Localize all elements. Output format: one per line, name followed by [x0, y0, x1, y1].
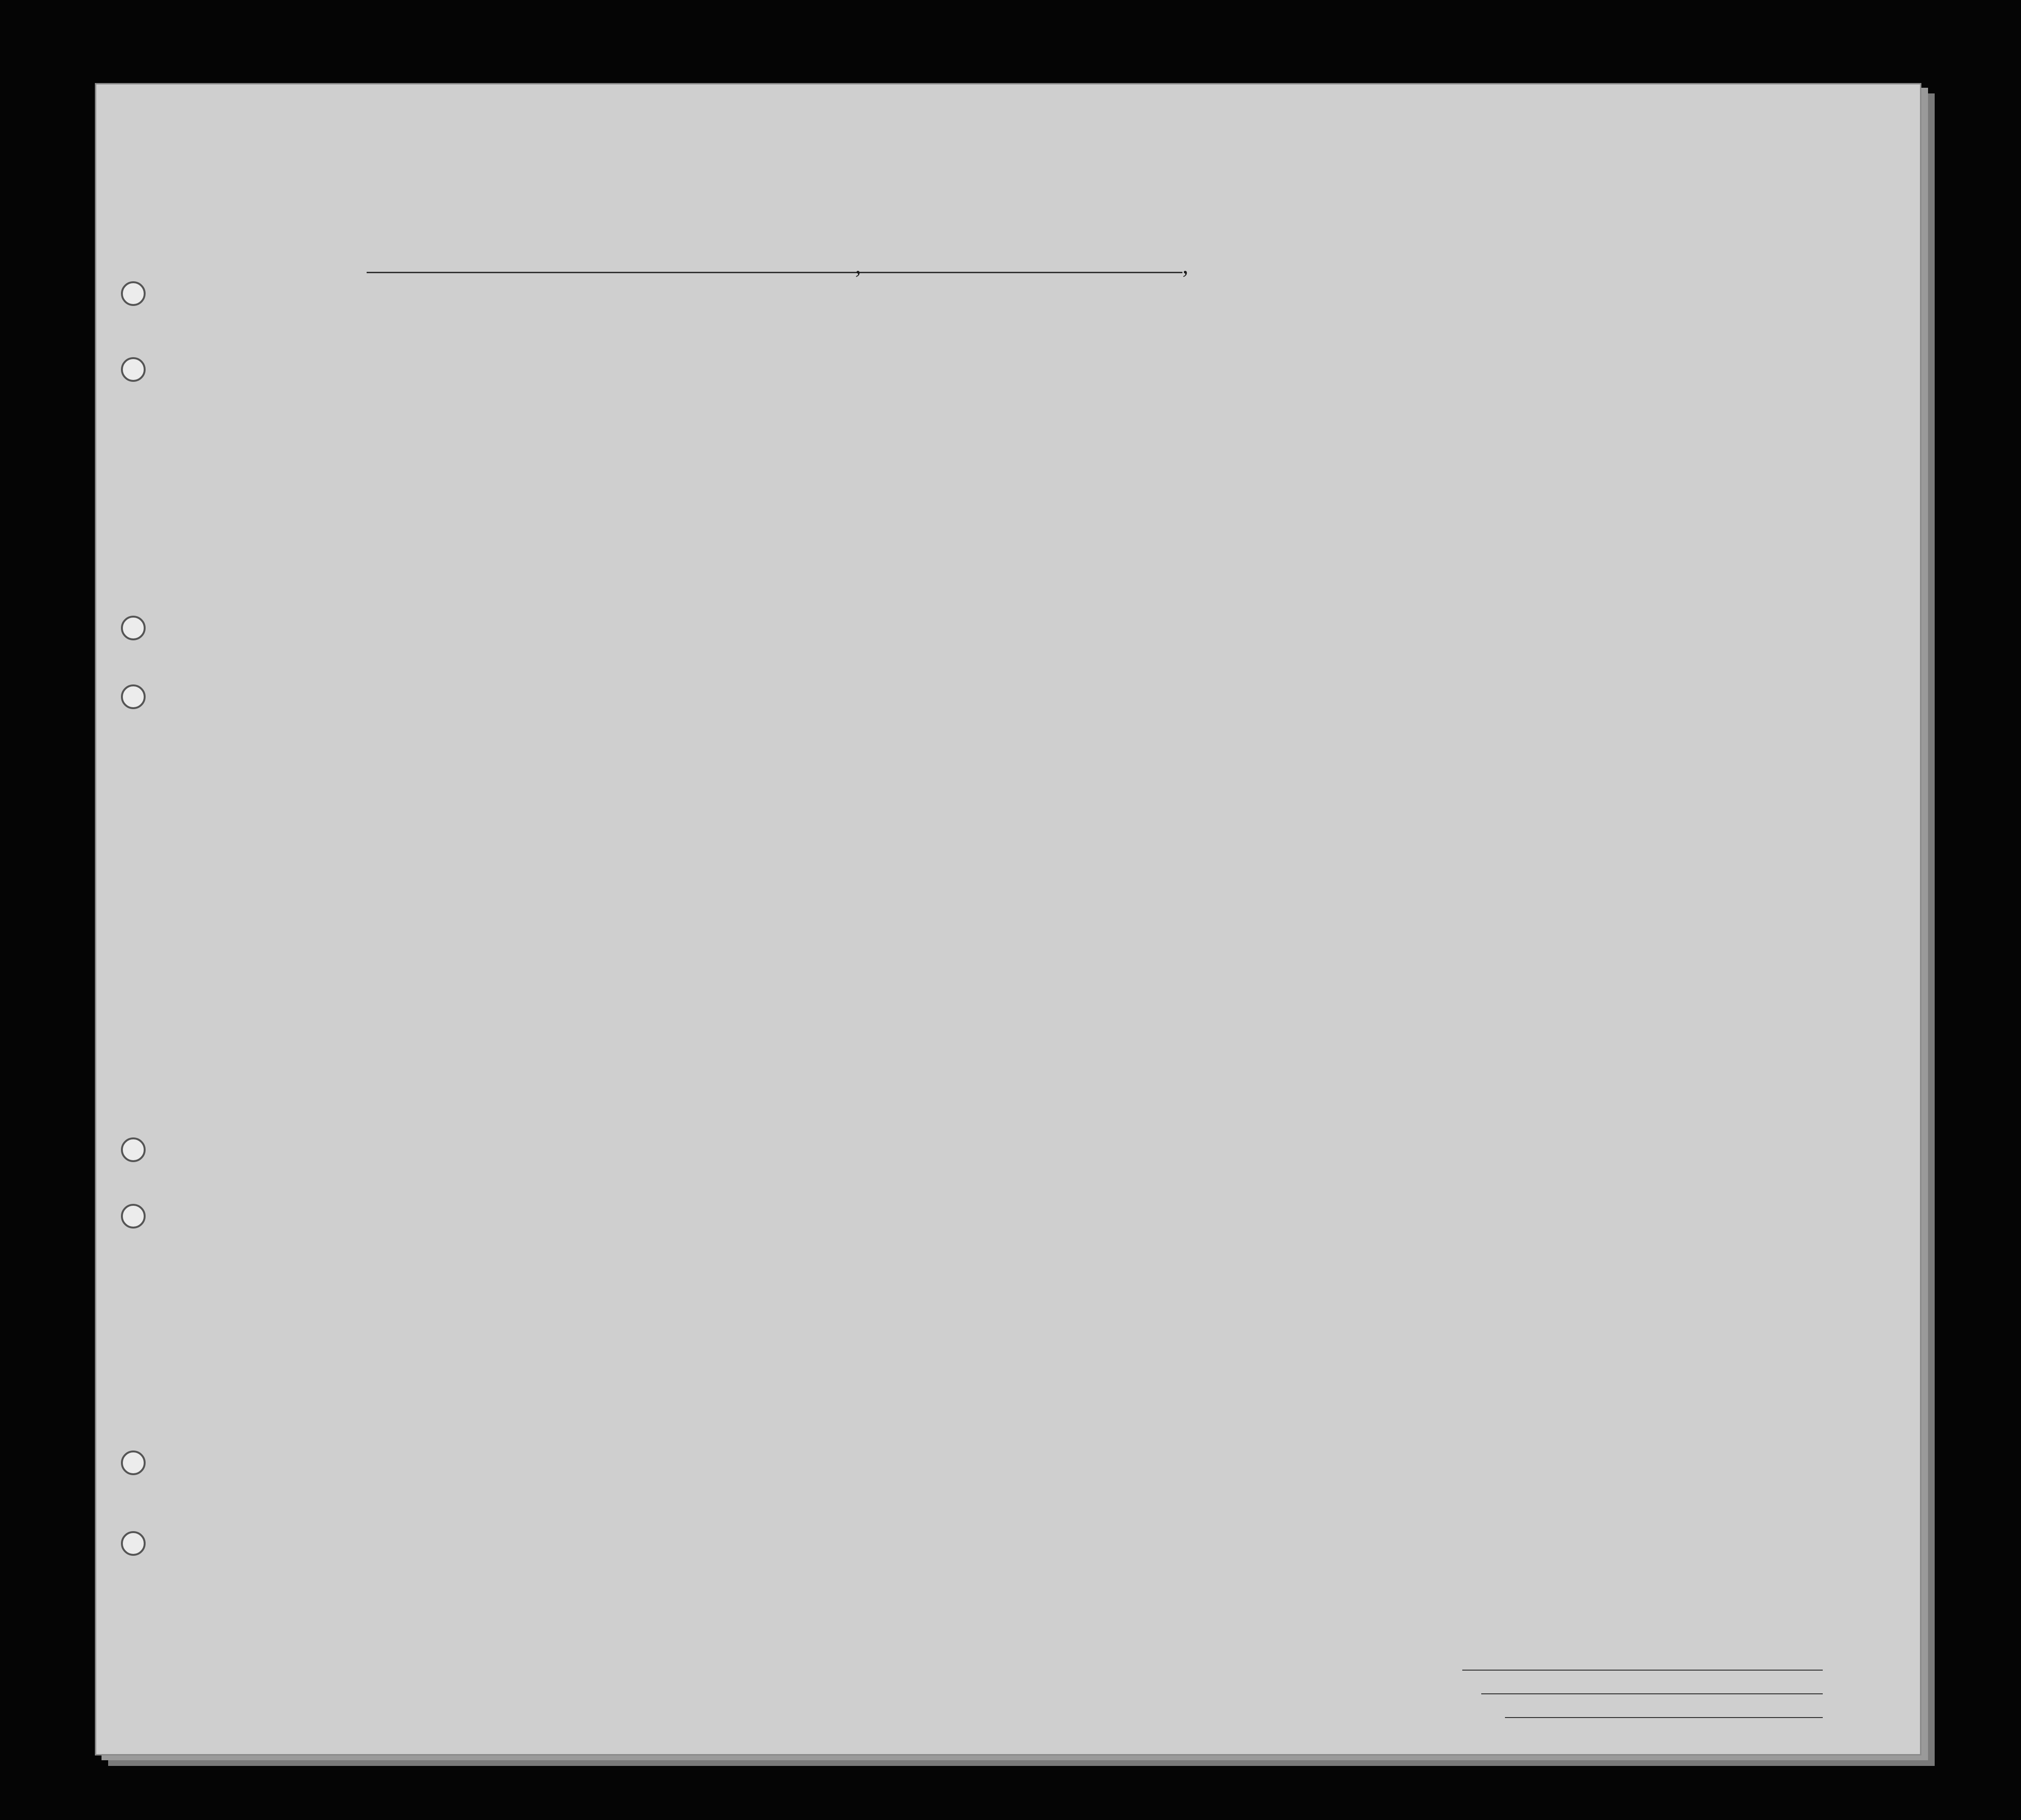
manifest-sheet	[95, 83, 1921, 1755]
line-field	[1462, 1670, 1823, 1671]
agents-field	[1505, 1717, 1823, 1718]
table-grid	[96, 84, 1920, 1754]
comma: ,	[1182, 252, 1189, 278]
comma: ,	[855, 252, 861, 278]
owners-field	[1481, 1693, 1823, 1694]
